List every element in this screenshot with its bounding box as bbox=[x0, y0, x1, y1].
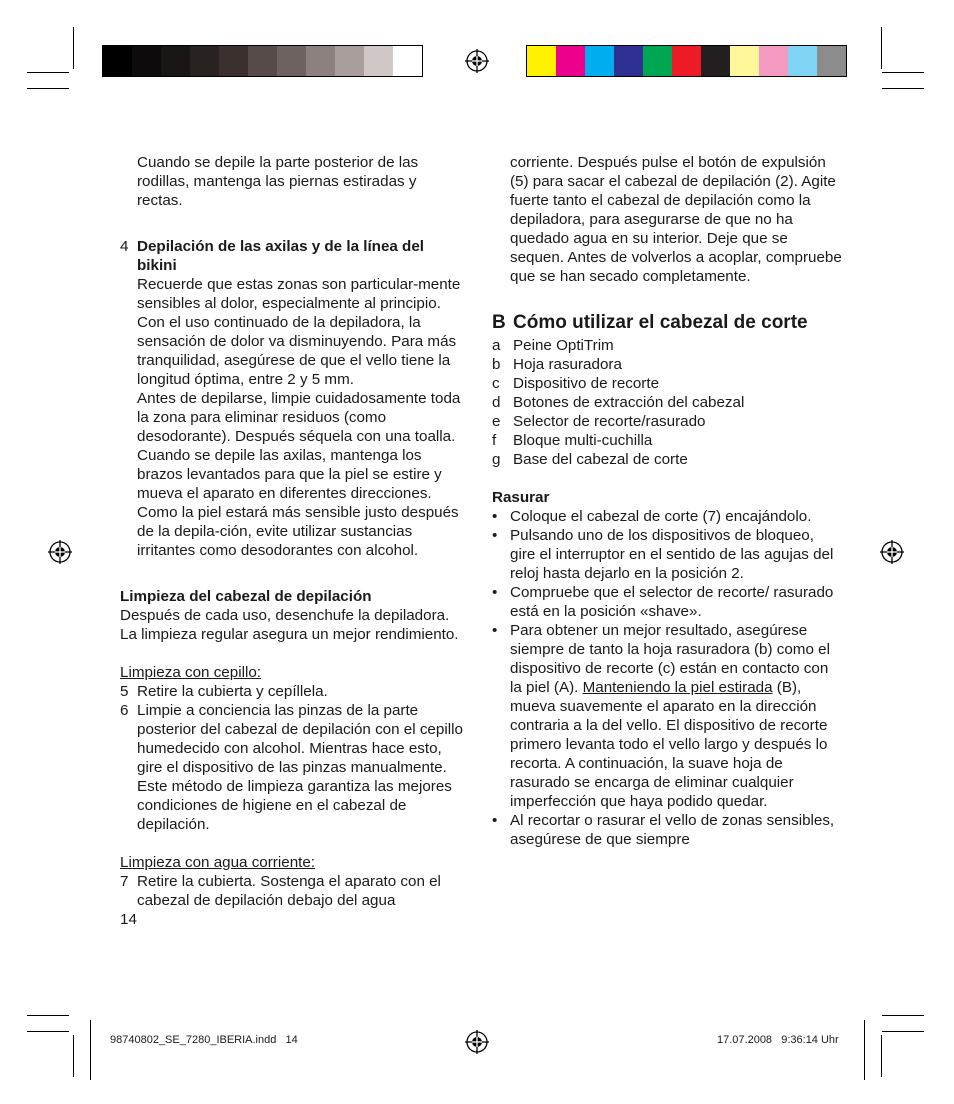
parts-list bbox=[492, 336, 842, 469]
list-item bbox=[120, 237, 465, 560]
color-swatch bbox=[103, 46, 132, 76]
crop-mark bbox=[90, 1020, 91, 1080]
part-item bbox=[492, 412, 842, 431]
crop-mark bbox=[882, 1015, 924, 1016]
part-letter: b bbox=[492, 356, 501, 373]
list-item bbox=[120, 701, 465, 834]
section-title bbox=[492, 311, 842, 334]
part-item bbox=[492, 336, 842, 355]
list-item bbox=[120, 682, 465, 701]
registration-mark-icon bbox=[465, 49, 489, 73]
bullet-item bbox=[492, 583, 842, 621]
color-swatch bbox=[672, 46, 701, 76]
section-title-text: Cómo utilizar el cabezal de corte bbox=[513, 312, 808, 333]
color-swatch bbox=[788, 46, 817, 76]
bullet-marker: • bbox=[492, 508, 498, 525]
bullet-text bbox=[510, 621, 842, 811]
bullet-item bbox=[492, 507, 842, 526]
bullet-text: Compruebe que el selector de recorte/ rasurado está en la posición «shave». bbox=[510, 584, 834, 620]
shave-heading: Rasurar bbox=[492, 489, 550, 506]
section-letter: B bbox=[492, 312, 506, 333]
part-item bbox=[492, 374, 842, 393]
crop-mark bbox=[881, 27, 882, 69]
part-letter: c bbox=[492, 375, 500, 392]
crop-mark bbox=[882, 88, 924, 89]
crop-mark bbox=[882, 1031, 924, 1032]
part-item bbox=[492, 450, 842, 469]
bullet-text: Coloque el cabezal de corte (7) encajándolo. bbox=[510, 508, 812, 525]
color-swatch bbox=[190, 46, 219, 76]
process-color-bar bbox=[526, 45, 847, 77]
part-letter: a bbox=[492, 337, 501, 354]
crop-mark bbox=[881, 1035, 882, 1077]
crop-mark bbox=[27, 88, 69, 89]
color-swatch bbox=[219, 46, 248, 76]
color-swatch bbox=[335, 46, 364, 76]
intro-paragraph: Cuando se depile la parte posterior de las rodillas, mantenga las piernas estiradas y rectas. bbox=[137, 154, 419, 209]
crop-mark bbox=[27, 1031, 69, 1032]
footer-timestamp: 17.07.2008 9:36:14 Uhr bbox=[717, 1034, 839, 1046]
part-item bbox=[492, 393, 842, 412]
color-swatch bbox=[701, 46, 730, 76]
registration-mark-icon bbox=[48, 540, 72, 564]
item-number: 4 bbox=[120, 238, 129, 255]
bullet-marker: • bbox=[492, 584, 498, 601]
bullet-marker: • bbox=[492, 622, 498, 639]
bullet-item bbox=[492, 811, 842, 849]
subsection-heading: Limpieza con cepillo: bbox=[120, 664, 261, 681]
crop-mark bbox=[27, 1015, 69, 1016]
part-letter: e bbox=[492, 413, 501, 430]
color-swatch bbox=[248, 46, 277, 76]
crop-mark bbox=[882, 72, 924, 73]
subsection-heading: Limpieza con agua corriente: bbox=[120, 854, 316, 871]
left-column bbox=[120, 153, 465, 929]
bullet-item bbox=[492, 526, 842, 583]
color-swatch bbox=[393, 46, 422, 76]
part-label: Bloque multi-cuchilla bbox=[513, 432, 653, 449]
part-letter: f bbox=[492, 432, 497, 449]
crop-mark bbox=[73, 1035, 74, 1077]
color-swatch bbox=[614, 46, 643, 76]
item-paragraph: Recuerde que estas zonas son particular-mente sensibles al dolor, especialmente al principio. Con el uso continuado de la depiladora, la sensación de dolor va disminuyendo. Para más tranquilidad, asegúrese de que el vello tiene la longitud óptima, entre 2 y 5 mm. bbox=[137, 276, 461, 388]
grayscale-color-bar bbox=[102, 45, 423, 77]
color-swatch bbox=[730, 46, 759, 76]
registration-mark-icon bbox=[880, 540, 904, 564]
registration-mark-icon bbox=[465, 1030, 489, 1054]
part-label: Peine OptiTrim bbox=[513, 337, 614, 354]
color-swatch bbox=[556, 46, 585, 76]
item-paragraph: Antes de depilarse, limpie cuidadosamente toda la zona para eliminar residuos (como desodorante). Después séquela con una toalla. Cuando se depile las axilas, mantenga los brazos levantados para que la piel se estire y mueva el aparato en diferentes direcciones. Como la piel estará más sensible justo después de la depila-ción, evite utilizar sustancias irritantes como desodorantes con alcohol. bbox=[137, 390, 461, 559]
part-label: Hoja rasuradora bbox=[513, 356, 622, 373]
bullet-marker: • bbox=[492, 527, 498, 544]
color-swatch bbox=[817, 46, 846, 76]
color-swatch bbox=[527, 46, 556, 76]
part-item bbox=[492, 355, 842, 374]
part-item bbox=[492, 431, 842, 450]
crop-mark bbox=[864, 1020, 865, 1080]
crop-mark bbox=[73, 27, 74, 69]
part-label: Selector de recorte/rasurado bbox=[513, 413, 706, 430]
part-letter: d bbox=[492, 394, 501, 411]
bullet-text: Pulsando uno de los dispositivos de bloqueo, gire el interruptor en el sentido de las agujas del reloj hasta dejarlo en la posición 2. bbox=[510, 527, 834, 582]
right-column bbox=[492, 153, 842, 849]
item-number: 6 bbox=[120, 702, 129, 719]
bullet-item bbox=[492, 621, 842, 811]
item-number: 7 bbox=[120, 873, 129, 890]
item-text: Retire la cubierta. Sostenga el aparato con el cabezal de depilación debajo del agua bbox=[137, 873, 441, 909]
part-label: Botones de extracción del cabezal bbox=[513, 394, 745, 411]
bullet-marker: • bbox=[492, 812, 498, 829]
footer-filename: 98740802_SE_7280_IBERIA.indd 14 bbox=[110, 1034, 298, 1046]
crop-mark bbox=[27, 72, 69, 73]
section-paragraph: Después de cada uso, desenchufe la depiladora. La limpieza regular asegura un mejor rendimiento. bbox=[120, 607, 459, 643]
color-swatch bbox=[161, 46, 190, 76]
item-heading: Depilación de las axilas y de la línea del bikini bbox=[137, 238, 425, 274]
page-number: 14 bbox=[120, 911, 137, 928]
list-item bbox=[120, 872, 465, 910]
color-swatch bbox=[585, 46, 614, 76]
color-swatch bbox=[277, 46, 306, 76]
continuation-paragraph: corriente. Después pulse el botón de expulsión (5) para sacar el cabezal de depilación (2). Agite fuerte tanto el cabezal de depilación como la depiladora, para asegurarse de que no ha quedado agua en su interior. Deje que se sequen. Antes de volverlos a acoplar, compruebe que se han secado completamente. bbox=[510, 154, 842, 285]
color-swatch bbox=[306, 46, 335, 76]
item-text: Limpie a conciencia las pinzas de la parte posterior del cabezal de depilación con el cepillo humedecido con alcohol. Mientras hace esto, gire el dispositivo de las pinzas manualmente. Este método de limpieza garantiza las mejores condiciones de higiene en el cabezal de depilación. bbox=[137, 702, 463, 833]
item-number: 5 bbox=[120, 683, 129, 700]
bullet-text-underlined: Manteniendo la piel estirada bbox=[582, 679, 773, 696]
part-letter: g bbox=[492, 451, 501, 468]
color-swatch bbox=[364, 46, 393, 76]
color-swatch bbox=[132, 46, 161, 76]
color-swatch bbox=[759, 46, 788, 76]
bullet-text-part: Para obtener un mejor resultado, asegúrese siempre de tanto la hoja rasuradora (b) como el dispositivo de recorte (c) están en contacto con la piel (A). bbox=[510, 622, 830, 696]
bullet-text-part: (B), mueva suavemente el aparato en la dirección contraria a la del vello. El dispositivo de recorte primero levanta todo el vello largo y después lo recorta. A continuación, la suave hoja de rasurado se encarga de eliminar cualquier imperfección que haya podido quedar. bbox=[510, 679, 828, 810]
item-text: Retire la cubierta y cepíllela. bbox=[137, 683, 328, 700]
part-label: Base del cabezal de corte bbox=[513, 451, 688, 468]
color-swatch bbox=[643, 46, 672, 76]
bullet-text: Al recortar o rasurar el vello de zonas sensibles, asegúrese de que siempre bbox=[510, 812, 835, 848]
section-heading: Limpieza del cabezal de depilación bbox=[120, 588, 372, 605]
part-label: Dispositivo de recorte bbox=[513, 375, 660, 392]
